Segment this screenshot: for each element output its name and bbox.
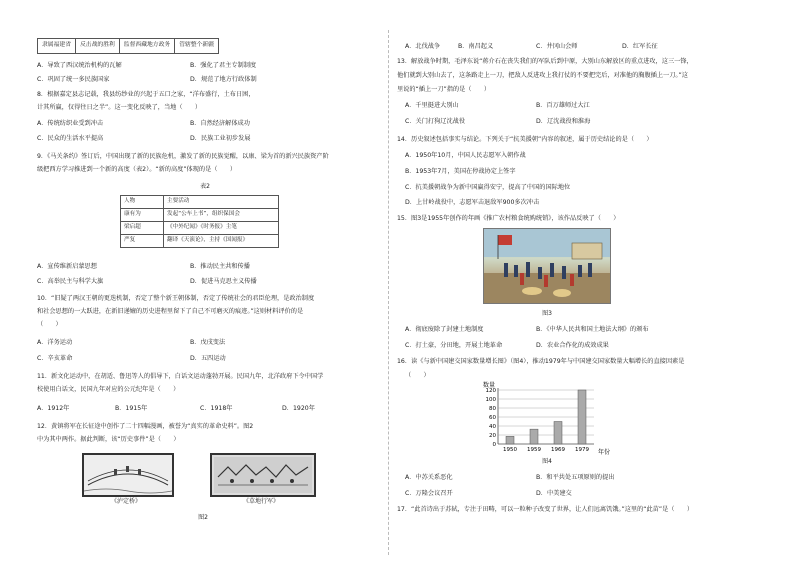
table2-header-cell: 人物 <box>121 196 164 209</box>
q13-stem-line: 里说的“插上一刀”指的是（ ） <box>397 86 491 93</box>
y-tick-label: 20 <box>489 433 496 439</box>
q11-option-a: A．1912年 <box>37 405 70 412</box>
q7-option-c: C．巩固了统一多民族国家 <box>37 76 110 83</box>
q14-option-a: A．1950年10月，中国人民志愿军入朝作战 <box>405 152 526 159</box>
q8-option-c: C．民众的生活水平提高 <box>37 135 104 142</box>
y-tick-label: 80 <box>489 406 496 412</box>
chart-y-axis <box>486 388 595 448</box>
column-divider <box>388 30 389 555</box>
q15-option-c: C．打土豪，分田地，开展土地革命 <box>405 342 503 349</box>
fig2-right-caption: 《草地行军》 <box>242 498 279 505</box>
q8-option-b: B．自然经济解体成功 <box>190 120 250 127</box>
y-tick-label: 0 <box>492 442 496 448</box>
table2-cell: 翻译《天演论》，主持《国闻报》 <box>164 235 279 248</box>
q9-stem-line: 级把西方学习推进到一个新的高度（表2）。“新的高度”体现的是（ ） <box>37 166 237 173</box>
y-tick-label: 40 <box>489 424 496 430</box>
q17-stem-line: 17．“此首诗出于苏轼，专注于田畴，可以一粒种子改变了世界，让人们远离饥饿。”这里的“此苗”是（ ） <box>397 506 694 513</box>
q15-stem-line: 15．图3是1955年创作的年画《推广农村粮食统购统销》，该作品反映了（ ） <box>397 215 620 222</box>
q10-option-a: A．洋务运动 <box>37 339 73 346</box>
q14-option-d: D．上甘岭战役中，志愿军击退敌军900多次冲击 <box>405 199 540 206</box>
bar <box>578 390 586 444</box>
fig3-caption: 图3 <box>542 310 552 317</box>
q14-option-b: B．1953年7月，美国在停战协定上签字 <box>405 168 516 175</box>
q8-stem-line: 计其所赢，仅得往日之半”。这一变化反映了，当地（ ） <box>37 104 202 111</box>
table2-cell: 《中外纪闻》《时务报》主笔 <box>164 222 279 235</box>
q10-option-c: C．辛亥革命 <box>37 355 73 362</box>
q9-option-a: A．宣传维新启蒙思想 <box>37 263 97 270</box>
x-tick-label: 1969 <box>551 447 565 453</box>
q9-option-b: B．推动民主共和传播 <box>190 263 250 270</box>
q9-option-d: D．促进马克思主义传播 <box>190 278 257 285</box>
q12-stem-line: 12．黄镇将军在长征途中创作了二十四幅漫画，被誉为“真实的革命史料”。图2 <box>37 423 254 430</box>
q9-option-c: C．高举民主与科学大旗 <box>37 278 104 285</box>
q16-option-c: C．万隆会议召开 <box>405 490 453 497</box>
q11-option-d: D．1920年 <box>282 405 315 412</box>
top-table-cell: 隶属福建省 <box>38 39 76 54</box>
q11-option-c: C．1918年 <box>200 405 233 412</box>
y-tick-label: 100 <box>485 397 496 403</box>
table2-cell: 发起“公车上书”，组织保国会 <box>164 209 279 222</box>
grassland-march-image <box>210 453 316 497</box>
x-tick-label: 1979 <box>575 447 589 453</box>
table2-cell: 梁启超 <box>121 222 164 235</box>
q9-stem-line: 9．《马关条约》签订后，中国出现了新的民族危机，激发了新的民族觉醒，以康、梁为首的新兴民族资产阶 <box>37 153 329 160</box>
q12-stem-line: 中为其中两作。据此判断，该“历史事件”是（ ） <box>37 436 180 443</box>
q7-option-b: B．强化了君主专制制度 <box>190 62 257 69</box>
q16-stem-line: （ ） <box>405 372 430 379</box>
q12-option-d: D．红军长征 <box>622 43 658 50</box>
q10-option-b: B．戊戌变法 <box>190 339 226 346</box>
table2 <box>120 195 279 248</box>
q13-stem-line: 13．解放战争时期，毛泽东说“蒋介石在丧失我们的军队后到中原，大别山东解放区的重点进攻，这三一锋， <box>397 58 693 65</box>
chart-x-ticks <box>503 447 589 453</box>
x-tick-label: 1959 <box>527 447 541 453</box>
top-table-cell: 监督西藏地方政务 <box>119 39 174 54</box>
fig2-caption: 图2 <box>198 514 208 521</box>
top-table-cell: 管辖整个新疆 <box>175 39 219 54</box>
q15-option-b: B．《中华人民共和国土地法大纲》的颁布 <box>536 326 649 333</box>
new-year-painting-image <box>483 228 611 304</box>
q8-option-d: D．民族工业初步发展 <box>190 135 251 142</box>
q15-option-a: A．彻底废除了封建土地制度 <box>405 326 484 333</box>
chart-x-label: 年份 <box>598 449 611 456</box>
bar <box>554 422 562 445</box>
q13-stem-line: 他们就到大别山去了，这条路走上一刀，把敌人反进攻上我打仗的不要把完后，对准他的胸腹插上一刀。”这 <box>397 72 688 79</box>
q16-option-a: A．中苏关系恶化 <box>405 474 453 481</box>
q11-stem-line: 校使用白话文，民国九年对应的公元纪年是（ ） <box>37 386 180 393</box>
y-tick-label: 120 <box>485 388 496 394</box>
q11-option-b: B．1915年 <box>115 405 148 412</box>
q14-option-c: C．抗美援朝战争为新中国赢得安宁，提高了中国的国际地位 <box>405 184 571 191</box>
y-tick-label: 60 <box>489 415 496 421</box>
luding-bridge-image <box>82 453 174 497</box>
q16-option-d: D．中美建交 <box>536 490 572 497</box>
q7-option-a: A．导致了西汉统治机构的瓦解 <box>37 62 122 69</box>
q13-option-d: D．辽沈战役和淮海 <box>536 118 591 125</box>
table2-cell: 严复 <box>121 235 164 248</box>
q12-option-a: A．北伐战争 <box>405 43 441 50</box>
q13-option-c: C．关门打狗辽沈战役 <box>405 118 466 125</box>
q7-option-d: D．规范了地方行政体制 <box>190 76 257 83</box>
q10-stem-line: （ ） <box>37 321 62 328</box>
q16-stem-line: 16．读《与新中国建交国家数量增长图》（图4），推动1979年与中国建交国家数量大幅增长的直接因素是 <box>397 358 685 365</box>
q8-stem-line: 8．根据嘉定县志记载，我县纺纱业的兴起于五口之家，“洋布盛行，土布日困， <box>37 91 255 98</box>
q16-option-b: B．和平共处五项原则的提出 <box>536 474 615 481</box>
table2-header-cell: 主要活动 <box>164 196 279 209</box>
q14-stem-line: 14．历史叙述包括事实与结论。下列关于“抗美援朝”内容的叙述，属于历史结论的是（ ） <box>397 136 653 143</box>
fig4-caption: 图4 <box>542 458 552 465</box>
q10-stem-line: 10．“旧疑了两汉王朝的更迭机制，否定了整个新王朝体制，否定了传统社会的君臣伦理，是政治制度 <box>37 295 315 302</box>
q10-option-d: D．五四运动 <box>190 355 226 362</box>
top-table <box>37 38 219 54</box>
diplomatic-ties-chart <box>470 378 620 458</box>
q8-option-a: A．传统纺织业受到冲击 <box>37 120 104 127</box>
table2-cell: 康有为 <box>121 209 164 222</box>
chart-y-label: 数量 <box>483 382 496 389</box>
q12-option-c: C．井冈山会师 <box>536 43 578 50</box>
bar <box>530 429 538 444</box>
fig2-left-caption: 《泸定桥》 <box>110 498 141 505</box>
q15-option-d: D．农业合作化的成效成果 <box>536 342 609 349</box>
bar <box>506 436 514 444</box>
top-table-cell: 反击战的胜利 <box>76 39 120 54</box>
q12-option-b: B．南昌起义 <box>458 43 494 50</box>
x-tick-label: 1950 <box>503 447 517 453</box>
q13-option-b: B．百万雄师过大江 <box>536 102 590 109</box>
table2-caption: 表2 <box>200 183 210 190</box>
q11-stem-line: 11．新文化运动中，在胡适、鲁迅等人的倡导下，白话文运动蓬勃开展。民国九年，北洋政府下令中国学 <box>37 373 324 380</box>
q10-stem-line: 和社会思想的一大跃进，在新旧递嬗的历史进程里留下了自己不可磨灭的痕迹。”这则材料评价的是 <box>37 308 304 315</box>
q13-option-a: A．千里挺进大别山 <box>405 102 459 109</box>
